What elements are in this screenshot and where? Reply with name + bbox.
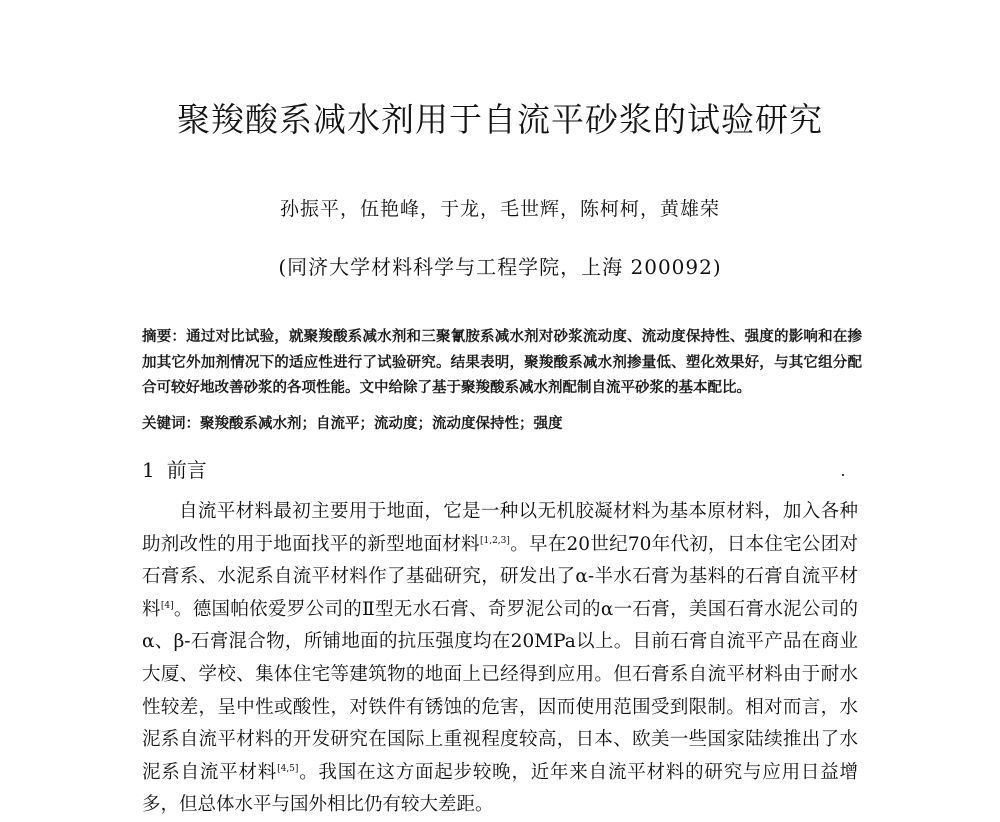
abstract-text: 通过对比试验，就聚羧酸系减水剂和三聚氰胺系减水剂对砂浆流动度、流动度保持性、强度的影响和在掺加其它外加剂情况下的适应性进行了试验研究。结果表明，聚羧酸系减水剂掺量低、塑化效果好，与其它组分配合可较好地改善砂浆的各项性能。文中给除了基于聚羧酸系减水剂配制自流平砂浆的基本配比。: [142, 329, 862, 396]
scan-artifact-dot: [842, 474, 844, 476]
paper-title: 聚羧酸系减水剂用于自流平砂浆的试验研究: [177, 100, 823, 139]
author-list: 孙振平，伍艳峰，于龙，毛世辉，陈柯柯，黄雄荣: [279, 198, 720, 220]
body-text-segment: 。我国在这方面起步较晚，近年来自流平材料的研究与应用日益增多，但总体水平与国外相比仍有较大差距。: [142, 761, 858, 816]
keywords-text: 聚羧酸系减水剂；自流平；流动度；流动度保持性；强度: [200, 416, 563, 432]
body-text-segment: 。德国帕依爱罗公司的Ⅱ型无水石膏、奇罗泥公司的α一石膏，美国石膏水泥公司的α、β-石膏混合物，所铺地面的抗压强度均在20MPa以上。目前石膏自流平产品在商业大厦、学校、集体住宅等建筑物的地面上已经得到应用。但石膏系自流平材料由于耐水性较差，呈中性或酸性，对铁件有锈蚀的危害，因而使用范围受到限制。相对而言，水泥系自流平材料的开发研究在国际上重视程度较高，日本、欧美一些国家陆续推出了水泥系自流平材料: [142, 598, 858, 783]
keywords: [142, 412, 862, 433]
body-text-segment: 自流平材料最初主要用于地面，它是一种以无机胶凝材料为基本原材料，加入各种助剂改性的用于地面找平的新型地面材料: [142, 501, 858, 555]
abstract-label: 摘要：: [142, 329, 187, 345]
keywords-label: 关键词：: [142, 416, 200, 432]
body-paragraph: [142, 496, 858, 822]
citation-ref: [4,5]: [277, 763, 299, 774]
body-text-segment: 。早在20世纪70年代初，日本住宅公团对石膏系、水泥系自流平材料作了基础研究，研发出了α-半水石膏为基料的石膏自流平材料: [142, 533, 858, 620]
section-heading: [142, 454, 207, 483]
section-title: 前言: [166, 458, 207, 482]
citation-ref: [4]: [160, 600, 174, 611]
section-number: 1: [142, 458, 155, 482]
citation-ref: [1,2,3]: [479, 535, 510, 546]
abstract: [142, 325, 862, 402]
author-affiliation: (同济大学材料科学与工程学院，上海 200092): [278, 255, 722, 279]
